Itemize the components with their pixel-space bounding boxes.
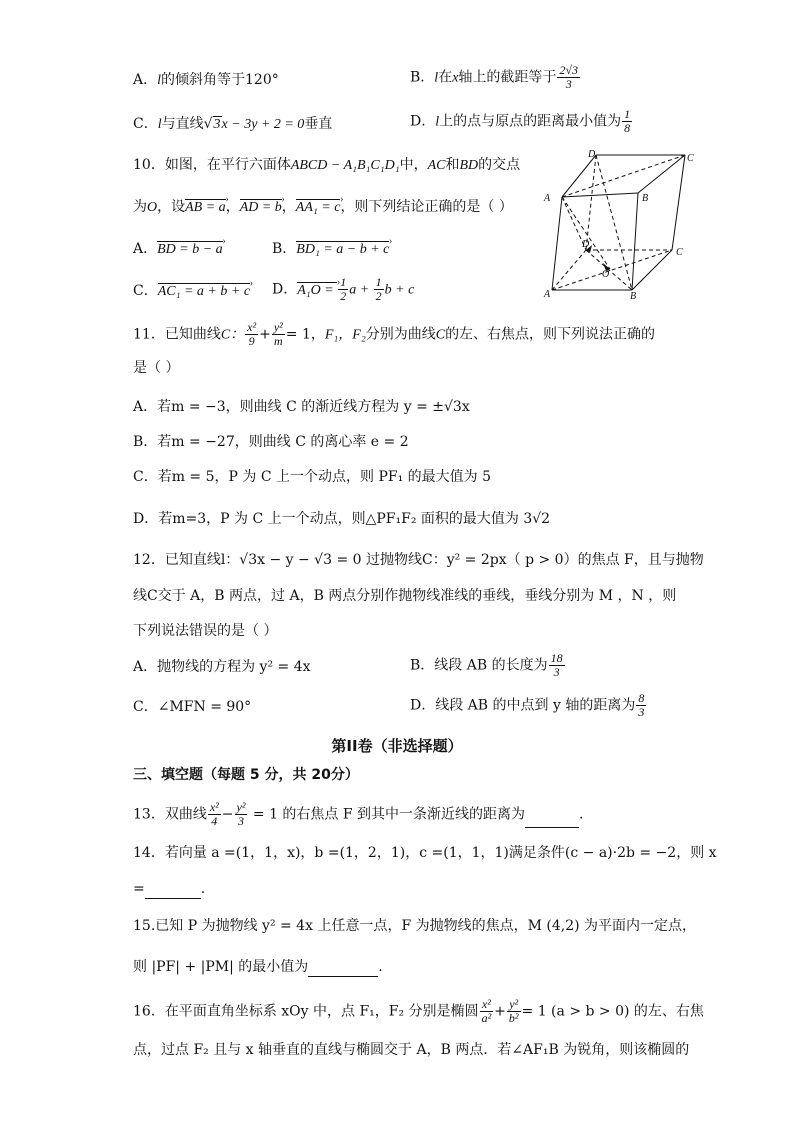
q12-stem-line2: 线C交于 A，B 两点，过 A，B 两点分别作抛物线准线的垂线，垂线分别为 M ，N ，则 [133, 588, 677, 604]
q10-option-d: D．A₁O = › $\frac{1}{2}$ a + $\frac{1}{2}$ b + c [272, 276, 414, 303]
q13: 13．双曲线 $\frac{\text{x²}}{4}$ − $\frac{\text{y²}}{3}$ = 1 的右焦点 F 到其中一条渐近线的距离为 . [133, 800, 584, 828]
answer-blank[interactable] [145, 884, 201, 899]
q9-option-b: B．l在x轴上的截距等于 $\frac{2√3}{3}$ [410, 63, 578, 91]
q12-option-a: A．抛物线的方程为 y² = 4x [133, 659, 311, 675]
fraction: $\frac{1}{2}$ [375, 275, 382, 303]
section3-heading: 三、填空题（每题 5 分，共 20分） [133, 767, 359, 783]
fraction: $\frac{\text{y²}}{\text{b²}}$ [508, 997, 519, 1025]
answer-blank[interactable] [525, 813, 579, 828]
label-b: B [630, 291, 637, 302]
fraction: $\frac{2√3}{3}$ [559, 63, 578, 91]
fraction: $\frac{8}{3}$ [638, 691, 645, 719]
q14-line2: = . [133, 881, 206, 897]
q9-option-a: A．l的倾斜角等于120° [133, 72, 279, 88]
q11-option-c: C．若m = 5，P 为 C 上一个动点，则 PF₁ 的最大值为 5 [133, 469, 492, 485]
q10-stem-line1: 10．如图，在平行六面体ABCD − A₁B₁C₁D₁中，AC和BD的交点 [133, 157, 521, 173]
label-c: C [676, 247, 683, 258]
label-a1: A [544, 193, 551, 204]
q16-line2: 点，过点 F₂ 且与 x 轴垂直的直线与椭圆交于 A，B 两点．若∠AF₁B 为锐角，则该椭圆的 [133, 1042, 690, 1058]
q10-option-a: A．BD = b − a › [133, 239, 223, 260]
q12-stem-line3: 下列说法错误的是（ ） [133, 623, 278, 639]
q10-option-b: B．BD₁ = a − b + c › [272, 239, 389, 260]
label-d1: D [588, 149, 596, 160]
q11-option-b: B．若m = −27，则曲线 C 的离心率 e = 2 [133, 434, 409, 450]
q15-line2: 则 |PF| + |PM| 的最小值为 . [133, 959, 383, 975]
fraction: $\frac{\text{x²}}{9}$ [247, 320, 257, 348]
fraction: $\frac{\text{y²}}{m}$ [273, 320, 283, 348]
label-o: O [602, 269, 610, 280]
q12-stem-line1: 12．已知直线l：√3x − y − √3 = 0 过抛物线C：y² = 2px（ p > 0）的焦点 F，且与抛物 [133, 552, 704, 568]
label-a: A [544, 289, 551, 300]
q11-stem-line2: 是（ ） [133, 360, 180, 376]
fraction: $\frac{1}{2}$ [340, 275, 347, 303]
q15-line1: 15.已知 P 为抛物线 y² = 4x 上任意一点，F 为抛物线的焦点，M (4,2) 为平面内一定点， [133, 918, 697, 934]
label-d: D [582, 239, 590, 250]
q12-option-c: C．∠MFN = 90° [133, 699, 252, 715]
q12-option-b: B．线段 AB 的长度为 $\frac{18}{3}$ [410, 651, 563, 679]
q11-stem-line1: 11．已知曲线C： $\frac{\text{x²}}{9}$ + $\frac{\text{y²}}{m}$ = 1，F₁，F₂分别为曲线C的左、右焦点，则下列说法正确的 [133, 320, 656, 348]
q11-option-d: D．若m=3，P 为 C 上一个动点，则△PF₁F₂ 面积的最大值为 3√2 [133, 511, 551, 527]
q14-line1: 14．若向量 a =(1，1，x)，b =(1，2，1)，c =(1，1，1)满足条件(c − a)·2b = −2，则 x [133, 845, 717, 861]
answer-blank[interactable] [308, 962, 378, 977]
q9-option-c: C．l与直线√3x − 3y + 2 = 0垂直 [133, 116, 333, 132]
fraction: $\frac{1}{8}$ [624, 107, 631, 135]
fraction: $\frac{\text{x²}}{\text{a²}}$ [481, 997, 492, 1025]
q11-option-a: A．若m = −3，则曲线 C 的渐近线方程为 y = ±√3x [133, 399, 470, 415]
fraction: $\frac{\text{x²}}{4}$ [209, 800, 219, 828]
q10-stem-line2: 为O，设AB = a ›，AD = b ›，AA₁ = c ›，则下列结论正确的是（ ） [133, 197, 513, 218]
q10-option-c: C．AC₁ = a + b + c › [133, 281, 250, 302]
part2-heading: 第II卷（非选择题） [331, 737, 463, 755]
q9-option-d: D．l上的点与原点的距离最小值为 $\frac{1}{8}$ [410, 107, 631, 135]
label-b1: B [642, 193, 649, 204]
q12-option-d: D．线段 AB 的中点到 y 轴的距离为 $\frac{8}{3}$ [410, 691, 645, 719]
fraction: $\frac{\text{y²}}{3}$ [236, 800, 246, 828]
fraction: $\frac{18}{3}$ [550, 651, 563, 679]
label-c1: C [687, 153, 694, 164]
q16-line1: 16．在平面直角坐标系 xOy 中，点 F₁，F₂ 分别是椭圆 $\frac{\text{x²}}{\text{a²}}$ + $\frac{\text{y²}}{\text{b²}}$ = 1 (a > b > 0) 的左、右焦 [133, 997, 704, 1025]
parallelepiped-figure [540, 145, 700, 305]
